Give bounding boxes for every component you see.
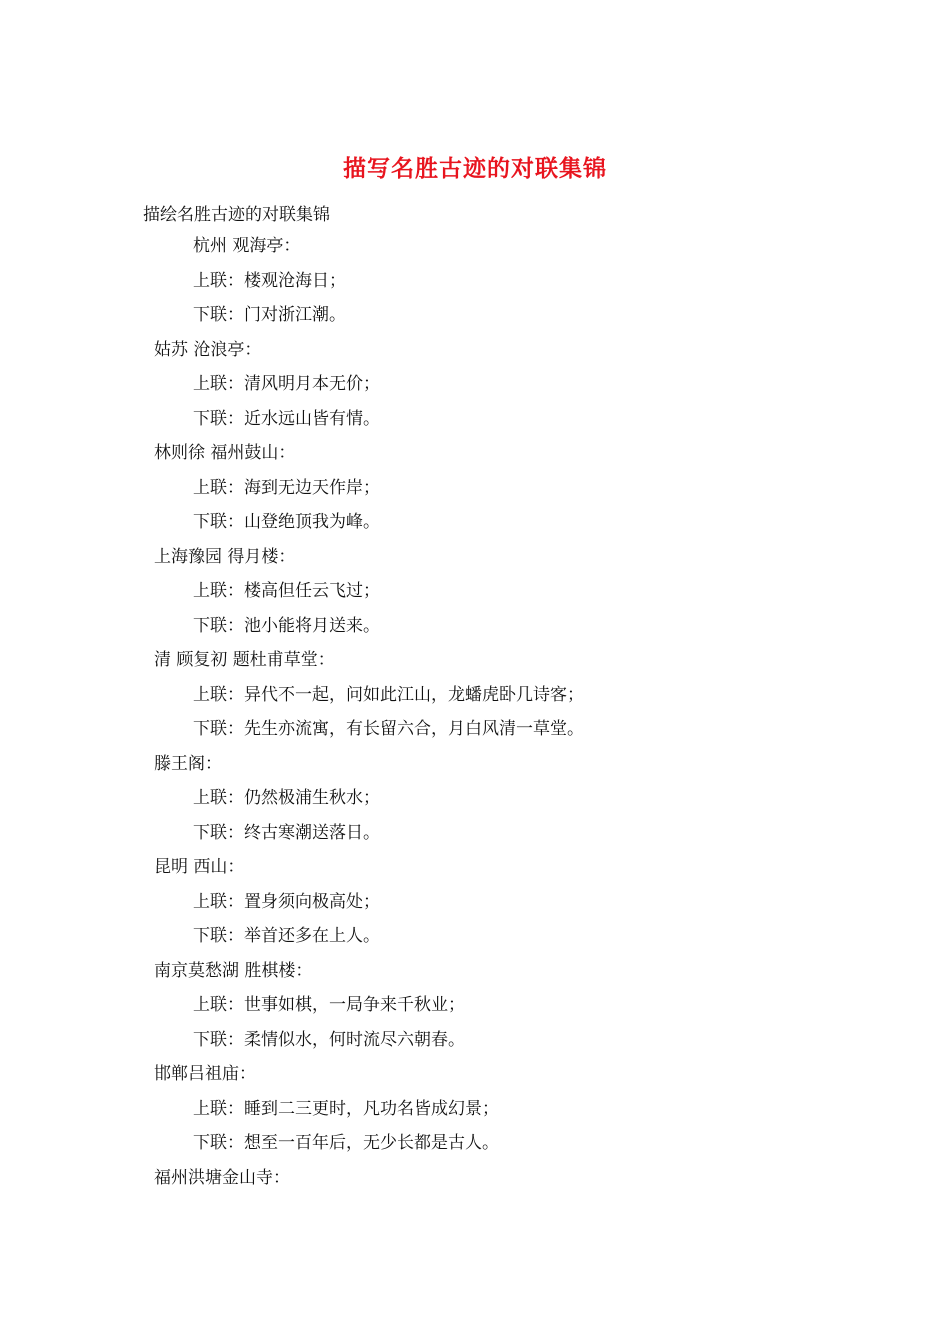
couplet-line: 上联：海到无边天作岸；	[193, 477, 380, 498]
couplet-line: 下联：想至一百年后，无少长都是古人。	[193, 1133, 499, 1153]
document-title: 描写名胜古迹的对联集锦	[343, 155, 607, 182]
couplet-line: 上联：楼观沧海日；	[193, 270, 346, 291]
couplet-line: 上联：楼高但任云飞过；	[193, 581, 380, 601]
couplet-line: 下联：近水远山皆有情。	[193, 408, 380, 429]
place-heading: 昆明 西山：	[154, 857, 245, 877]
place-heading: 上海豫园 得月楼：	[154, 546, 296, 567]
document-subtitle: 描绘名胜古迹的对联集锦	[143, 205, 330, 225]
couplet-line: 上联：世事如棋，一局争来千秋业；	[193, 995, 465, 1015]
place-heading: 姑苏 沧浪亭：	[154, 339, 262, 360]
couplet-line: 上联：清风明月本无价；	[193, 374, 380, 394]
couplet-line: 上联：异代不一起，问如此江山，龙蟠虎卧几诗客；	[193, 684, 584, 705]
couplet-line: 下联：终古寒潮送落日。	[193, 822, 380, 843]
couplet-line: 下联：池小能将月送来。	[193, 615, 380, 636]
couplet-line: 下联：先生亦流寓，有长留六合，月白风清一草堂。	[193, 719, 584, 739]
place-heading: 福州洪塘金山寺：	[154, 1167, 290, 1188]
couplet-line: 上联：仍然极浦生秋水；	[193, 788, 380, 808]
couplet-line: 下联：举首还多在上人。	[193, 926, 380, 946]
place-heading: 南京莫愁湖 胜棋楼：	[154, 960, 313, 981]
couplet-line: 上联：睡到二三更时，凡功名皆成幻景；	[193, 1098, 499, 1119]
couplet-line: 下联：山登绝顶我为峰。	[193, 512, 380, 532]
couplet-line: 上联：置身须向极高处；	[193, 891, 380, 912]
couplet-line: 下联：门对浙江潮。	[193, 305, 346, 325]
place-heading: 邯郸吕祖庙：	[154, 1064, 256, 1084]
place-heading: 杭州 观海亭：	[193, 236, 301, 256]
place-heading: 清 顾复初 题杜甫草堂：	[154, 650, 335, 670]
place-heading: 滕王阁：	[154, 753, 222, 774]
couplet-line: 下联：柔情似水，何时流尽六朝春。	[193, 1029, 465, 1050]
place-heading: 林则徐 福州鼓山：	[154, 443, 296, 463]
couplet-list	[0, 234, 950, 1200]
